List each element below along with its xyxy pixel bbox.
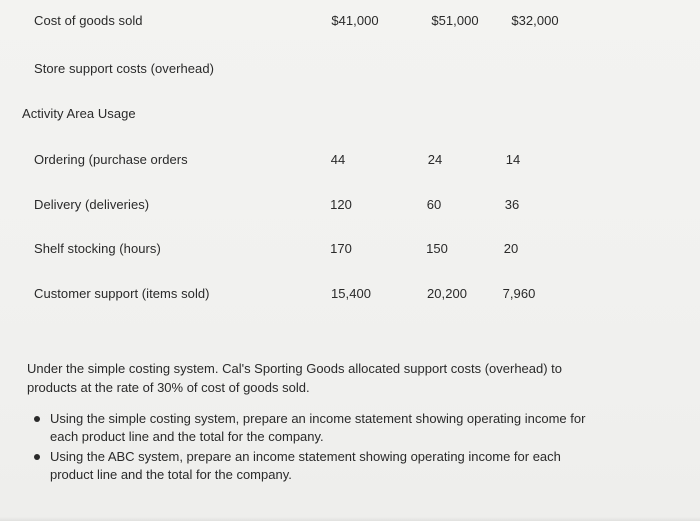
bullet-icon (34, 416, 40, 422)
task-bullet-list (26, 410, 596, 486)
value-shelf-col1: 170 (330, 241, 352, 256)
value-ordering-col2: 24 (427, 152, 443, 167)
row-label-ordering: Ordering (purchase orders (34, 152, 188, 167)
row-label-customer-support: Customer support (items sold) (34, 286, 210, 301)
value-delivery-col2: 60 (426, 197, 442, 212)
row-label-shelf-stocking: Shelf stocking (hours) (34, 241, 161, 256)
value-customer-col2: 20,200 (426, 286, 468, 301)
value-shelf-col3: 20 (503, 241, 519, 256)
value-cogs-col1: $41,000 (331, 13, 379, 28)
value-ordering-col3: 14 (505, 152, 521, 167)
value-ordering-col1: 44 (330, 152, 346, 167)
value-shelf-col2: 150 (426, 241, 448, 256)
bullet-icon (34, 454, 40, 460)
row-label-cost-of-goods-sold: Cost of goods sold (34, 13, 143, 28)
row-label-store-support-costs: Store support costs (overhead) (34, 61, 214, 76)
value-customer-col1: 15,400 (330, 286, 372, 301)
bullet-text-abc-system: Using the ABC system, prepare an income statement showing operating income for each product line and the total for the company. (50, 449, 561, 482)
list-item (26, 410, 596, 446)
instruction-paragraph: Under the simple costing system. Cal's Sporting Goods allocated support costs (overhead) to products at the rate of 30% of cost of goods sold. (27, 361, 563, 395)
section-title-activity-area-usage: Activity Area Usage (22, 106, 136, 121)
bullet-text-simple-costing: Using the simple costing system, prepare an income statement showing operating income for each product line and the total for the company. (50, 411, 586, 444)
page-bottom-edge (0, 517, 700, 521)
row-label-delivery: Delivery (deliveries) (34, 197, 150, 212)
value-cogs-col2: $51,000 (431, 13, 479, 28)
value-delivery-col1: 120 (330, 197, 352, 212)
value-customer-col3: 7,960 (502, 286, 536, 301)
list-item (26, 448, 596, 484)
value-cogs-col3: $32,000 (511, 13, 559, 28)
value-delivery-col3: 36 (504, 197, 520, 212)
